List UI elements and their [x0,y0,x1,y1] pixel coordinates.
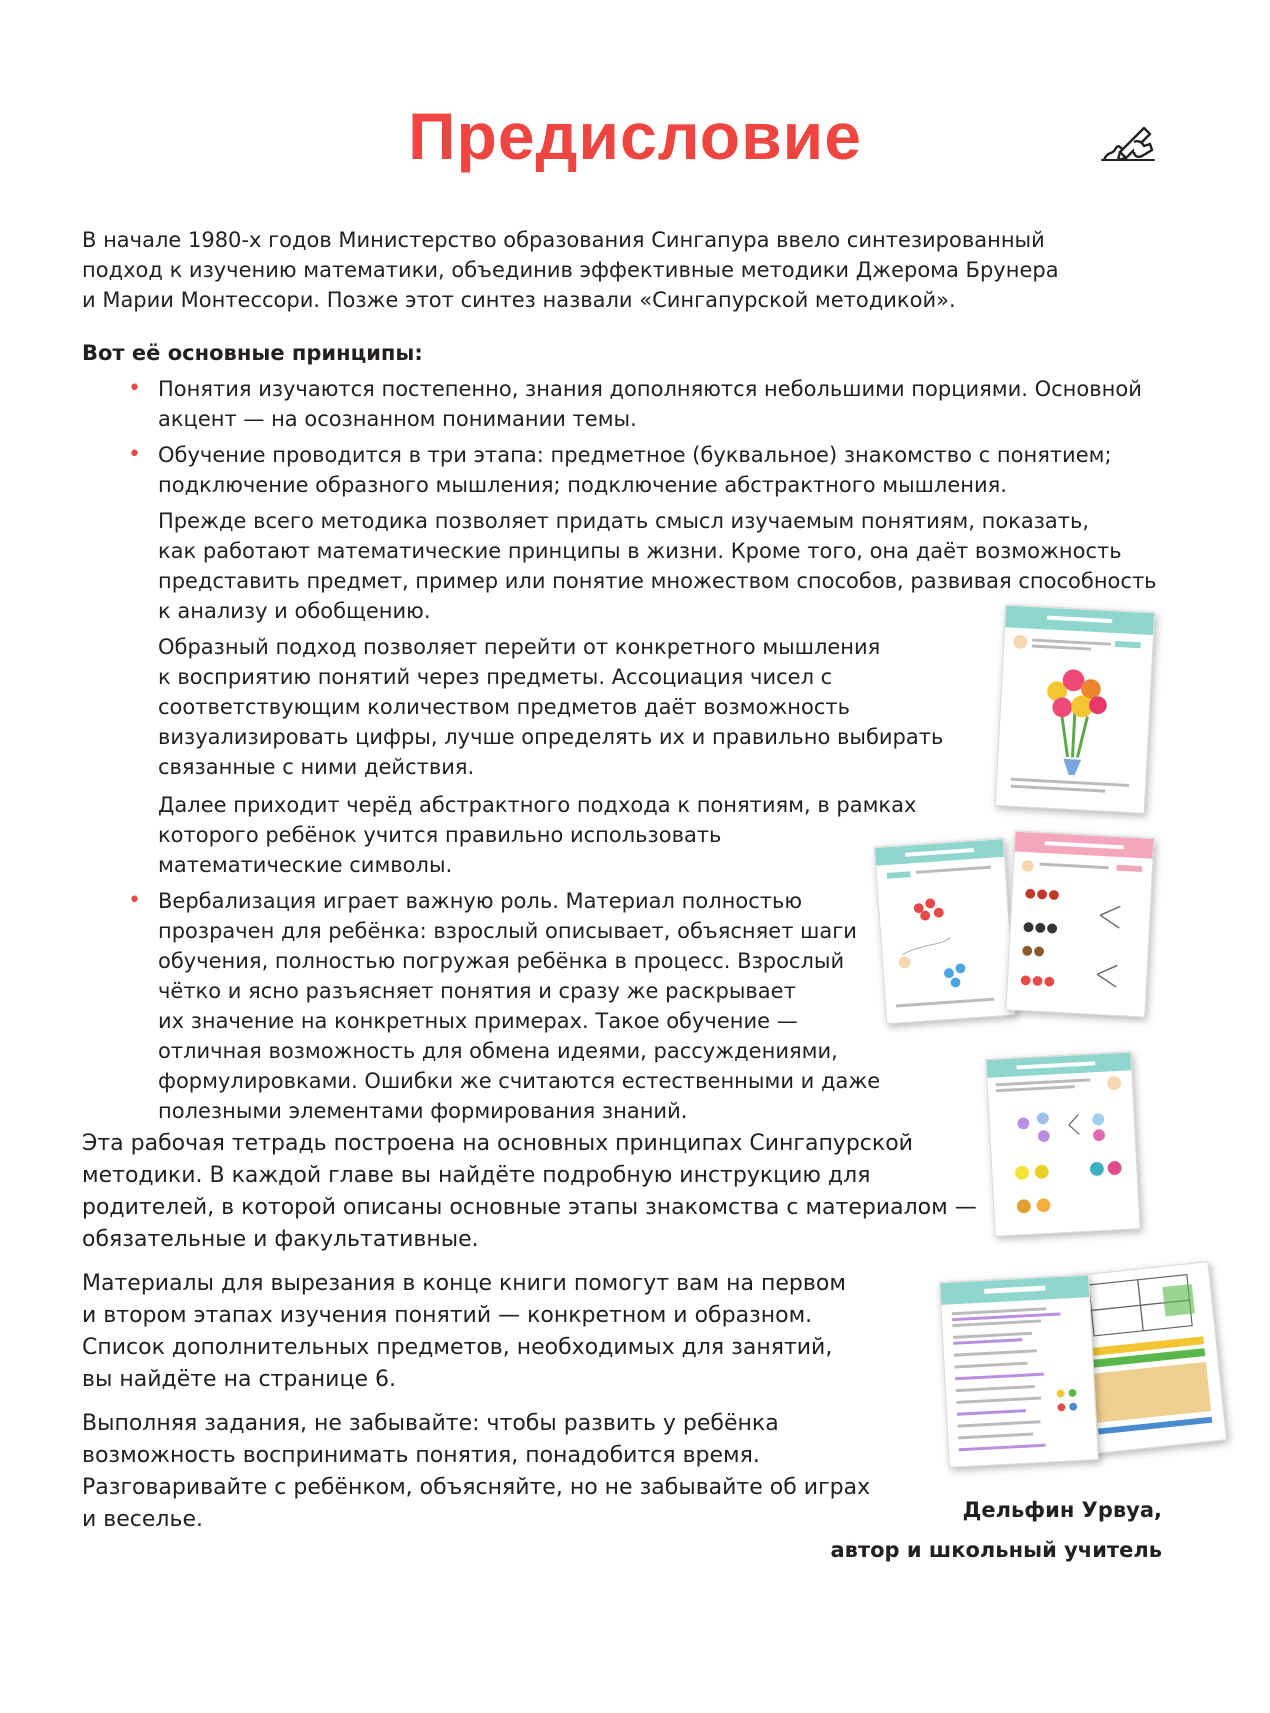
text-line: родителей, в которой описаны основные этапы знакомства с материалом — [82,1195,977,1220]
text-line: чётко и ясно разъясняет понятия и сразу же раскрывает [158,979,796,1003]
paragraph-figurative [158,632,943,782]
text-line: В начале 1980-х годов Министерство образования Сингапура ввело синтезированный [82,228,1045,252]
text-line: Выполняя задания, не забывайте: чтобы развить у ребёнка [82,1411,779,1436]
text-line: вы найдёте на странице 6. [82,1367,396,1392]
text-line: возможность воспринимать понятия, понадобится время. [82,1443,760,1468]
text-line: полезными элементами формирования знаний. [158,1099,688,1123]
text-line: представить предмет, пример или понятие множеством способов, развивая способность [158,569,1157,593]
text-line: их значение на конкретных примерах. Такое обучение — [158,1009,798,1033]
text-line: Обучение проводится в три этапа: предметное (буквальное) знакомство с понятием; [158,443,1112,467]
text-line: Разговаривайте с ребёнком, объясняйте, но не забывайте об играх [82,1475,871,1500]
intro-paragraph [82,225,1059,315]
workbook-page-thumbnail-contents [939,1274,1099,1468]
bullet-item-1 [158,374,1142,434]
paragraph-cutouts [82,1268,846,1396]
pen-writing-icon [1098,120,1158,166]
text-line: и Марии Монтессори. Позже этот синтез назвали «Сингапурской методикой». [82,288,956,312]
text-line: Образный подход позволяет перейти от конкретного мышления [158,635,881,659]
paragraph-workbook [82,1128,977,1256]
page-title: Предисловие [408,99,862,173]
paragraph-advice [82,1408,870,1536]
bullet-item-2 [158,440,1112,500]
text-line: Список дополнительных предметов, необходимых для занятий, [82,1335,833,1360]
text-line: отличная возможность для обмена идеями, рассуждениями, [158,1039,838,1063]
text-line: Прежде всего методика позволяет придать смысл изучаемым понятиям, показать, [158,509,1090,533]
text-line: связанные с ними действия. [158,755,475,779]
bullet-marker: • [128,376,141,401]
text-line: обучения, полностью погружая ребёнка в процесс. Взрослый [158,949,845,973]
workbook-page-thumbnail-butterflies [985,1051,1140,1236]
paragraph-abstract [158,790,916,880]
workbook-page-thumbnail-pairs [874,838,1016,1025]
text-line: к восприятию понятий через предметы. Ассоциация чисел с [158,665,833,689]
text-line: подключение образного мышления; подключение абстрактного мышления. [158,473,1007,497]
text-line: и втором этапах изучения понятий — конкретном и образном. [82,1303,813,1328]
text-line: обязательные и факультативные. [82,1227,479,1252]
workbook-page-thumbnail-animals [1005,830,1154,1017]
principles-heading: Вот её основные принципы: [82,341,423,365]
bullet-item-3 [158,886,880,1126]
text-line: Эта рабочая тетрадь построена на основных принципах Сингапурской [82,1131,913,1156]
text-line: прозрачен для ребёнка: взрослый описывает, объясняет шаги [158,919,857,943]
bullet-marker: • [128,888,141,913]
bullet-marker: • [128,442,141,467]
text-line: формулировками. Ошибки же считаются естественными и даже [158,1069,881,1093]
text-line: как работают математические принципы в жизни. Кроме того, она даёт возможность [158,539,1122,563]
text-line: подход к изучению математики, объединив эффективные методики Джерома Брунера [82,258,1059,282]
text-line: к анализу и обобщению. [158,599,431,623]
workbook-page-thumbnail-flowers [995,604,1155,814]
author-name: Дельфин Урвуа, [962,1498,1162,1522]
text-line: методики. В каждой главе вы найдёте подробную инструкцию для [82,1163,871,1188]
text-line: визуализировать цифры, лучше определять их и правильно выбирать [158,725,944,749]
text-line: Понятия изучаются постепенно, знания дополняются небольшими порциями. Основной [158,377,1142,401]
text-line: Вербализация играет важную роль. Материал полностью [158,889,803,913]
text-line: соответствующим количеством предметов даёт возможность [158,695,851,719]
text-line: Далее приходит черёд абстрактного подхода к понятиям, в рамках [158,793,917,817]
text-line: которого ребёнок учится правильно использовать [158,823,722,847]
author-role: автор и школьный учитель [830,1538,1162,1562]
text-line: и веселье. [82,1507,203,1532]
text-line: Материалы для вырезания в конце книги помогут вам на первом [82,1271,846,1296]
text-line: акцент — на осознанном понимании темы. [158,407,637,431]
text-line: математические символы. [158,853,453,877]
